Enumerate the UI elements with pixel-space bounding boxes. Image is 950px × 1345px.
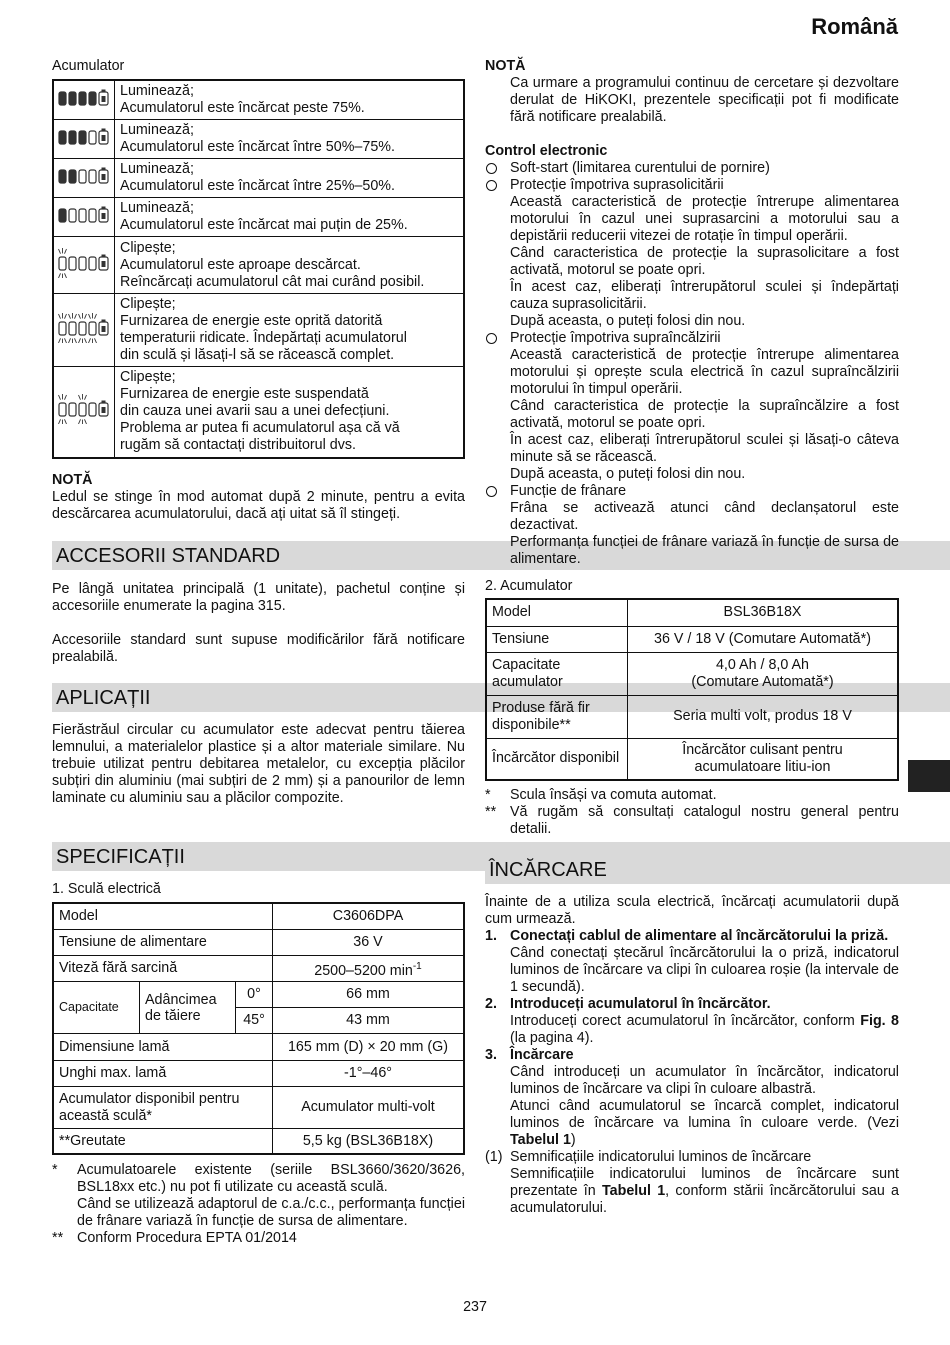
table-row bbox=[53, 1061, 464, 1087]
tool-spec-table bbox=[52, 902, 465, 1155]
battery-footnotes bbox=[485, 787, 899, 838]
accesorii-paragraph: Accesoriile standard sunt supuse modificărilor fără notificare prealabilă. bbox=[52, 632, 465, 665]
control-item-text: Când caracteristica de protecție la suprasolicitare a fost activată, motorul se poate opri. bbox=[510, 245, 899, 278]
description-line: Furnizarea de energie este suspendată bbox=[120, 386, 369, 403]
table-row bbox=[486, 695, 898, 738]
battery-first-blinking-icon bbox=[56, 248, 112, 278]
charging-step: 3. Încărcare Când introduceți un acumulator în încărcător, indicatorul luminos de încărcare va clipi în culoare albastră. Atunci când acumulatorul se încarcă complet, indicatorul luminos de încărcare va lumina în culoare verde. (Vezi Tabelul 1) bbox=[485, 1047, 899, 1148]
cell-label: Tensiune de alimentare bbox=[53, 929, 273, 955]
icon-cell bbox=[53, 367, 115, 458]
description-line: Reîncărcați acumulatorul cât mai curând posibil. bbox=[120, 273, 425, 290]
aplicatii-text: Fierăstrăul circular cu acumulator este adecvat pentru tăierea lemnului, a materialelor plastice și a altor materiale similare. Nu trebuie utilizat pentru debitarea metalelor, cu excepția plăcilor subțiri din aluminiu (mai subțiri de 2 mm) și a panourilor de lemn laminate cu aluminiu sau a plăcilor compozite. bbox=[52, 722, 465, 806]
page-number: 237 bbox=[463, 1299, 487, 1315]
note-title: NOTĂ bbox=[485, 58, 526, 74]
table-row bbox=[53, 80, 464, 120]
icon-cell bbox=[53, 80, 115, 120]
accesorii-paragraph: Pe lângă unitatea principală (1 unitate), pachetul conține și accesoriile enumerate la pagina 315. bbox=[52, 581, 465, 614]
icon-cell bbox=[53, 198, 115, 237]
control-item-text: Frâna se activează atunci când declanșatorul este dezactivat. bbox=[510, 500, 899, 533]
control-item-text: În acest caz, eliberați întrerupătorul sculei și lăsați-o câteva minute să se răcească. bbox=[510, 432, 899, 465]
section-heading-aplicatii: APLICAȚII bbox=[52, 683, 950, 712]
tool-footnotes bbox=[52, 1162, 465, 1247]
table-row bbox=[486, 652, 898, 695]
battery-alternating-blinking-icon bbox=[56, 394, 112, 424]
cell-value: 2500–5200 $\min^{-1}$ bbox=[273, 955, 465, 982]
control-item bbox=[485, 330, 899, 483]
table-row bbox=[53, 237, 464, 294]
description-line: Acumulatorul este încărcat între 50%–75%. bbox=[120, 139, 395, 155]
cell-value: 36 V / 18 V (Comutare Automată*) bbox=[628, 626, 899, 652]
cell-value: 66 mm bbox=[273, 982, 465, 1008]
footnote: ** Conform Procedura EPTA 01/2014 bbox=[52, 1230, 297, 1246]
control-item-text: Această caracteristică de protecție întrerupe alimentarea motorului și oprește scula electrică în cazul supraîncălzirii motorului în timpul operării. bbox=[510, 347, 899, 397]
cell-label: Acumulator disponibil pentru această sculă* bbox=[53, 1087, 273, 1129]
description-line: Luminează; bbox=[120, 200, 194, 216]
charging-intro: Înainte de a utiliza scula electrică, încărcați acumulatorii după cum urmează. bbox=[485, 894, 899, 927]
table-row bbox=[53, 1034, 464, 1061]
battery-3-bars-icon bbox=[56, 122, 112, 152]
cell-label: Produse fără fir disponibile** bbox=[486, 695, 628, 738]
footnote: ** Vă rugăm să consultați catalogul nostru general pentru detalii. bbox=[485, 804, 899, 837]
table-row bbox=[53, 1129, 464, 1154]
description-line: Acumulatorul este încărcat mai puțin de 25%. bbox=[120, 217, 408, 233]
description-line: Clipește; bbox=[120, 239, 176, 256]
indicator-description bbox=[115, 198, 465, 237]
control-heading: Control electronic bbox=[485, 143, 608, 159]
control-item-text: Performanța funcției de frânare variază în funcție de sursa de alimentare. bbox=[510, 534, 899, 567]
cell-label: Tensiune bbox=[486, 626, 628, 652]
language-label: Română bbox=[811, 14, 898, 39]
description-line: Furnizarea de energie este oprită datorită bbox=[120, 313, 383, 329]
section-heading-accesorii: ACCESORII STANDARD bbox=[52, 541, 950, 570]
cell-value: 4,0 Ah / 8,0 Ah (Comutare Automată*) bbox=[628, 652, 899, 695]
table-row bbox=[53, 955, 464, 982]
cell-label: Model bbox=[486, 599, 628, 626]
cell-label: 0° bbox=[236, 982, 273, 1008]
footnote: * Scula însăși va comuta automat. bbox=[485, 787, 717, 803]
table-row bbox=[53, 982, 464, 1008]
control-item-title: Funcție de frânare bbox=[510, 483, 627, 499]
cell-value: BSL36B18X bbox=[628, 599, 899, 626]
table-row bbox=[53, 120, 464, 159]
cell-label: Viteză fără sarcină bbox=[53, 955, 273, 982]
control-item-text: După aceasta, o puteți folosi din nou. bbox=[510, 313, 746, 329]
battery-spec-sub: 2. Acumulator bbox=[485, 578, 573, 594]
description-line: Luminează; bbox=[120, 161, 194, 177]
description-line: rugăm să contactați distribuitorul dvs. bbox=[120, 437, 357, 454]
table-row bbox=[486, 626, 898, 652]
cell-value: 43 mm bbox=[273, 1008, 465, 1034]
battery-all-blinking-icon bbox=[56, 313, 112, 343]
footnote: Când se utilizează adaptorul de c.a./c.c., performanța funcției de frânare variază în funcție de sursa de alimentare. bbox=[77, 1196, 465, 1229]
cell-label: Dimensiune lamă bbox=[53, 1034, 273, 1061]
control-item-title: Protecție împotriva suprasolicitării bbox=[510, 177, 724, 193]
cell-value: 165 mm (D) × 20 mm (G) bbox=[273, 1034, 465, 1061]
icon-cell bbox=[53, 237, 115, 294]
cell-value: 5,5 kg (BSL36B18X) bbox=[273, 1129, 465, 1154]
cell-value: Seria multi volt, produs 18 V bbox=[628, 695, 899, 738]
cell-label: Model bbox=[53, 903, 273, 929]
table-row bbox=[486, 738, 898, 780]
tool-spec-table-wrap bbox=[52, 902, 465, 1155]
note-led bbox=[52, 472, 465, 523]
table-row bbox=[53, 929, 464, 955]
table-row bbox=[53, 367, 464, 458]
battery-spec-table bbox=[485, 598, 899, 781]
charging-step: 2. Introduceți acumulatorul în încărcător. Introduceți corect acumulatorul în încărcător, conform Fig. 8 (la pagina 4). bbox=[485, 996, 899, 1046]
control-item-text: Când caracteristica de protecție la supraîncălzire a fost activată, motorul se poate opri. bbox=[510, 398, 899, 431]
cell-value: C3606DPA bbox=[273, 903, 465, 929]
indicator-description bbox=[115, 80, 465, 120]
battery-indicator-label: Acumulator bbox=[52, 58, 125, 74]
cell-label: Capacitate acumulator bbox=[486, 652, 628, 695]
control-item-text: Această caracteristică de protecție întrerupe alimentarea motorului în cazul unei suprasarcini a motorului sau a depistării reducerii vitezei de rotație în timpul operării. bbox=[510, 194, 899, 244]
table-row bbox=[53, 159, 464, 198]
accesorii-text bbox=[52, 581, 465, 666]
description-line: Acumulatorul este aproape descărcat. bbox=[120, 256, 361, 273]
note-specs bbox=[485, 58, 899, 126]
charging-step: (1) Semnificațiile indicatorului luminos de încărcare Semnificațiile indicatorului luminos de încărcare sunt prezentate în Tabelul 1, conform stării încărcătorului sau a acumulatorului. bbox=[485, 1149, 899, 1216]
control-item bbox=[485, 177, 899, 330]
control-item-title: Protecție împotriva supraîncălzirii bbox=[510, 330, 721, 346]
table-row bbox=[53, 903, 464, 929]
description-line: Luminează; bbox=[120, 83, 194, 99]
section-tab-marker bbox=[908, 760, 950, 792]
note-text: Ledul se stinge în mod automat după 2 minute, pentru a evita descărcarea acumulatorului, dacă ați uitat să îl stingeți. bbox=[52, 489, 465, 522]
control-item bbox=[485, 160, 899, 177]
table-row bbox=[486, 599, 898, 626]
cell-value: Acumulator multi-volt bbox=[273, 1087, 465, 1129]
description-line: Luminează; bbox=[120, 122, 194, 138]
battery-2-bars-icon bbox=[56, 161, 112, 191]
cell-label: Unghi max. lamă bbox=[53, 1061, 273, 1087]
note-text: Ca urmare a programului continuu de cercetare și dezvoltare derulat de HiKOKI, prezentele specificații pot fi modificate fără notificare prealabilă. bbox=[510, 75, 899, 125]
indicator-description bbox=[115, 237, 465, 294]
control-item-text: După aceasta, o puteți folosi din nou. bbox=[510, 466, 746, 482]
spec-sub-tool: 1. Sculă electrică bbox=[52, 881, 161, 897]
indicator-description bbox=[115, 294, 465, 367]
footnote: * Acumulatoarele existente (seriile BSL3660/3620/3626, BSL18xx etc.) nu pot fi utilizate cu această sculă. bbox=[52, 1162, 465, 1195]
electronic-control-section bbox=[485, 143, 899, 568]
indicator-description bbox=[115, 367, 465, 458]
table-row bbox=[53, 294, 464, 367]
control-item-text: În acest caz, eliberați întrerupătorul sculei și îndepărtați cauza suprasolicitării. bbox=[510, 279, 899, 312]
battery-spec-table-wrap bbox=[485, 598, 899, 781]
cell-label: **Greutate bbox=[53, 1129, 273, 1154]
description-line: Problema ar putea fi acumulatorul așa că vă bbox=[120, 420, 400, 437]
cell-value: Încărcător culisant pentru acumulatoare litiu-ion bbox=[628, 738, 899, 780]
battery-indicator-table bbox=[52, 79, 465, 459]
charging-section bbox=[485, 894, 899, 1217]
cell-value: 36 V bbox=[273, 929, 465, 955]
cell-label: 45° bbox=[236, 1008, 273, 1034]
description-line: temperaturii ridicate. Îndepărtați acumulatorul bbox=[120, 330, 407, 346]
section-heading-incarcare: ÎNCĂRCARE bbox=[485, 855, 950, 884]
indicator-description bbox=[115, 120, 465, 159]
description-line: Acumulatorul este încărcat între 25%–50%. bbox=[120, 178, 395, 194]
description-line: Acumulatorul este încărcat peste 75%. bbox=[120, 100, 365, 116]
table-row bbox=[53, 1087, 464, 1129]
icon-cell bbox=[53, 120, 115, 159]
charging-step: 1. Conectați cablul de alimentare al încărcătorului la priză. Când conectați ștecărul încărcătorului la o priză, indicatorul luminos de încărcare va clipi în culoarea roșie (la intervale de 1 secundă). bbox=[485, 928, 899, 995]
icon-cell bbox=[53, 159, 115, 198]
cell-label: Adâncimea de tăiere bbox=[140, 982, 236, 1034]
control-item-title: Soft-start (limitarea curentului de pornire) bbox=[510, 160, 770, 176]
indicator-description bbox=[115, 159, 465, 198]
description-line: din cauza unei avarii sau a unei defecțiuni. bbox=[120, 403, 390, 420]
description-line: din sculă și lăsați-l să se răcească complet. bbox=[120, 347, 395, 363]
table-row bbox=[53, 198, 464, 237]
description-line: Clipește; bbox=[120, 369, 176, 386]
battery-4-bars-icon bbox=[56, 83, 112, 113]
cell-value: -1°–46° bbox=[273, 1061, 465, 1087]
section-heading-specificatii: SPECIFICAȚII bbox=[52, 842, 950, 871]
control-item bbox=[485, 483, 899, 568]
cell-label: Capacitate bbox=[53, 982, 140, 1034]
cell-label: Încărcător disponibil bbox=[486, 738, 628, 780]
battery-1-bar-icon bbox=[56, 200, 112, 230]
icon-cell bbox=[53, 294, 115, 367]
battery-indicator-section bbox=[52, 58, 465, 459]
description-line: Clipește; bbox=[120, 296, 176, 312]
note-title: NOTĂ bbox=[52, 472, 93, 488]
